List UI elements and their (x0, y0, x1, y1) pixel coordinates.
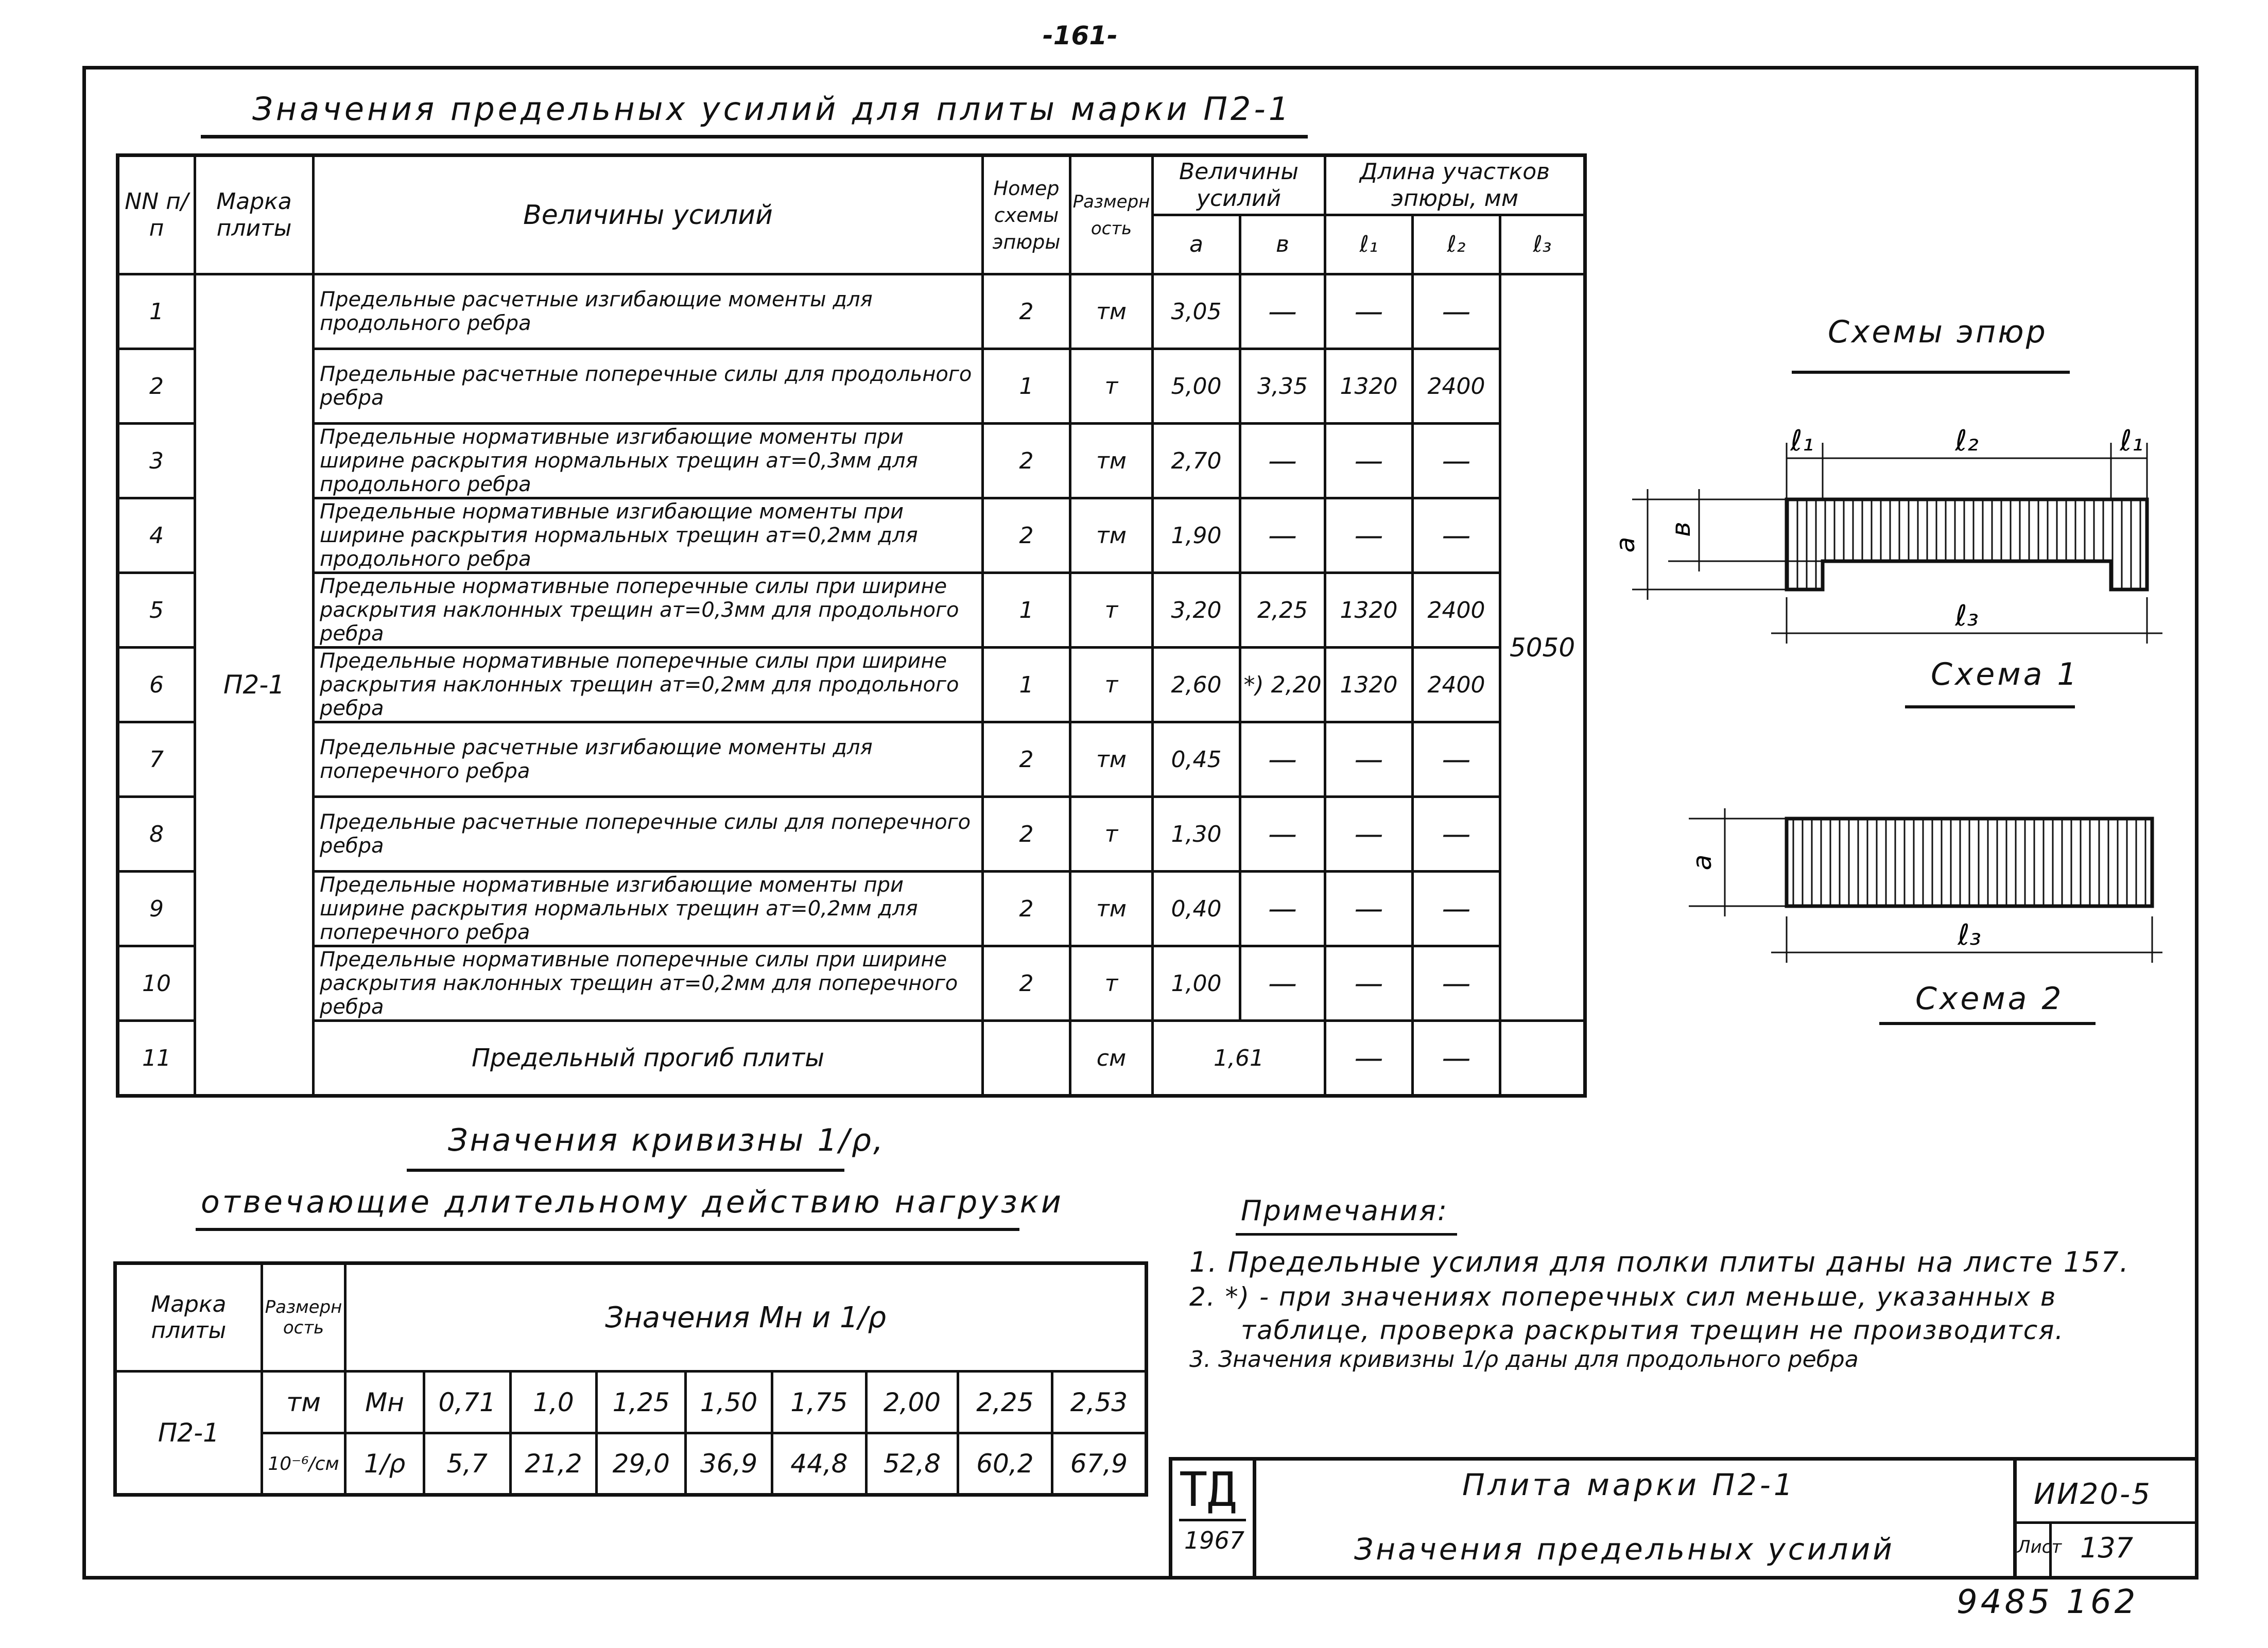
row-scheme (983, 1021, 1070, 1096)
row-l2: — (1413, 797, 1500, 872)
row-number: 4 (118, 498, 195, 573)
row-l1: — (1325, 424, 1413, 498)
curv-rho-value: 36,9 (686, 1433, 772, 1495)
row-a: 1,00 (1153, 946, 1240, 1021)
header-forces: Величины усилий (314, 155, 983, 274)
page-number: -161- (1043, 21, 1118, 50)
row-number: 11 (118, 1021, 195, 1096)
row-scheme: 2 (983, 797, 1070, 872)
header-unit: Размерность (1070, 155, 1153, 274)
row-a: 1,90 (1153, 498, 1240, 573)
row-name: Предельные нормативные изгибающие моменты при ширине раскрытия нормальных трещин aт=0,3мм для продольного ребра (314, 424, 983, 498)
curv-mn-value: 2,53 (1052, 1372, 1146, 1433)
row-l1: — (1325, 1021, 1413, 1096)
row-name: Предельный прогиб плиты (314, 1021, 983, 1096)
row-b: *) 2,20 (1240, 648, 1325, 722)
header-lengths: Длина участков эпюры, мм (1325, 155, 1585, 215)
row-scheme: 2 (983, 424, 1070, 498)
table-row (118, 722, 1585, 797)
row-l2: — (1413, 1021, 1500, 1096)
curv-rho-value: 29,0 (597, 1433, 686, 1495)
row-unit: тм (1070, 872, 1153, 946)
row-a: 1,30 (1153, 797, 1240, 872)
row-l3-empty (1500, 1021, 1585, 1096)
row-unit: т (1070, 946, 1153, 1021)
header-nn: NN п/п (118, 155, 195, 274)
main-title: Значения предельных усилий для плиты марки П2-1 (252, 90, 1292, 128)
header-a: a (1153, 215, 1240, 274)
row-name: Предельные расчетные изгибающие моменты для поперечного ребра (314, 722, 983, 797)
scheme-1-b: в (1666, 522, 1696, 537)
row-name: Предельные нормативные поперечные силы при ширине раскрытия наклонных трещин aт=0,2мм для продольного ребра (314, 648, 983, 722)
row-unit: тм (1070, 424, 1153, 498)
table-row (118, 797, 1585, 872)
row-name: Предельные нормативные изгибающие моменты при ширине раскрытия нормальных трещин aт=0,2мм для продольного ребра (314, 498, 983, 573)
stamp-year: 1967 (1184, 1526, 1245, 1554)
row-number: 7 (118, 722, 195, 797)
row-number: 2 (118, 349, 195, 424)
row-number: 3 (118, 424, 195, 498)
row-name: Предельные нормативные поперечные силы при ширине раскрытия наклонных трещин aт=0,3мм для продольного ребра (314, 573, 983, 648)
row-a: 0,40 (1153, 872, 1240, 946)
row-scheme: 2 (983, 872, 1070, 946)
curv-rho-value: 21,2 (510, 1433, 597, 1495)
header-values: Величины усилий (1153, 155, 1325, 215)
row-deflection: 1,61 (1153, 1021, 1325, 1096)
row-unit: см (1070, 1021, 1153, 1096)
row-number: 9 (118, 872, 195, 946)
stamp-title-1: Плита марки П2-1 (1462, 1467, 1796, 1502)
row-b: — (1240, 424, 1325, 498)
curv-unit-mn: тм (262, 1372, 345, 1433)
header-scheme: Номер схемы эпюры (983, 155, 1070, 274)
row-unit: т (1070, 648, 1153, 722)
curv-rho-value: 60,2 (958, 1433, 1052, 1495)
row-l1: 1320 (1325, 573, 1413, 648)
scheme-2-shape (1787, 819, 2152, 906)
row-scheme: 2 (983, 498, 1070, 573)
curv-mn-value: 1,25 (597, 1372, 686, 1433)
row-scheme: 1 (983, 349, 1070, 424)
scheme-1-l1-right: ℓ₁ (2120, 424, 2143, 458)
row-b: — (1240, 797, 1325, 872)
row-unit: т (1070, 573, 1153, 648)
bottom-number: 9485 162 (1957, 1583, 2139, 1621)
row-a: 0,45 (1153, 722, 1240, 797)
scheme-1-shape (1787, 499, 2147, 589)
row-b: — (1240, 498, 1325, 573)
scheme-1-diagram (1611, 412, 2162, 669)
table-row (118, 648, 1585, 722)
row-scheme: 1 (983, 573, 1070, 648)
curv-rho-value: 5,7 (424, 1433, 510, 1495)
row-number: 10 (118, 946, 195, 1021)
curv-header-unit: Размерность (262, 1263, 345, 1372)
scheme-2-diagram (1668, 798, 2162, 968)
row-unit: тм (1070, 722, 1153, 797)
row-number: 5 (118, 573, 195, 648)
curv-header-mark: Марка плиты (115, 1263, 262, 1372)
scheme-1-l3: ℓ₃ (1955, 599, 1979, 633)
plate-mark-cell: П2-1 (195, 274, 314, 1096)
row-number: 6 (118, 648, 195, 722)
row-a: 5,00 (1153, 349, 1240, 424)
curv-mn-value: 1,50 (686, 1372, 772, 1433)
row-b: 2,25 (1240, 573, 1325, 648)
curv-rho-value: 67,9 (1052, 1433, 1146, 1495)
row-l1: — (1325, 797, 1413, 872)
row-a: 3,20 (1153, 573, 1240, 648)
row-l2: — (1413, 424, 1500, 498)
row-unit: тм (1070, 498, 1153, 573)
curvature-title-1: Значения кривизны 1/ρ, (448, 1122, 886, 1158)
curv-plate-mark: П2-1 (115, 1372, 262, 1495)
row-b: — (1240, 872, 1325, 946)
schemes-title: Схемы эпюр (1828, 314, 2048, 350)
row-scheme: 2 (983, 274, 1070, 349)
stamp-code: ИИ20-5 (2034, 1478, 2152, 1511)
stamp-sheet-label: Лист (2017, 1537, 2062, 1557)
scheme-1-l2: ℓ₂ (1955, 424, 1979, 458)
row-l2: — (1413, 722, 1500, 797)
row-l2: — (1413, 498, 1500, 573)
table-row (118, 349, 1585, 424)
scheme-2-l3: ℓ₃ (1958, 918, 1981, 952)
table-row (118, 946, 1585, 1021)
table-row (118, 424, 1585, 498)
row-number: 8 (118, 797, 195, 872)
row-scheme: 2 (983, 946, 1070, 1021)
curv-rho-value: 52,8 (866, 1433, 958, 1495)
curv-label-mn: Мн (345, 1372, 424, 1433)
row-l2: — (1413, 274, 1500, 349)
curv-mn-value: 0,71 (424, 1372, 510, 1433)
row-l1: — (1325, 274, 1413, 349)
row-number: 1 (118, 274, 195, 349)
curv-mn-value: 2,25 (958, 1372, 1052, 1433)
row-l1: — (1325, 872, 1413, 946)
row-b: — (1240, 722, 1325, 797)
curvature-title-2: отвечающие длительному действию нагрузки (201, 1184, 1064, 1220)
row-scheme: 1 (983, 648, 1070, 722)
scheme-1-a: a (1611, 536, 1640, 553)
row-l2: 2400 (1413, 349, 1500, 424)
scheme-2-a: a (1687, 854, 1717, 871)
curv-rho-value: 44,8 (772, 1433, 866, 1495)
curv-mn-value: 1,75 (772, 1372, 866, 1433)
table-row (118, 498, 1585, 573)
header-mark: Марка плиты (195, 155, 314, 274)
row-name: Предельные нормативные изгибающие моменты при ширине раскрытия нормальных трещин aт=0,2мм для поперечного ребра (314, 872, 983, 946)
note-2: 2. *) - при значениях поперечных сил меньше, указанных в (1189, 1282, 2057, 1312)
note-2-cont: таблице, проверка раскрытия трещин не производится. (1241, 1315, 2065, 1345)
row-a: 3,05 (1153, 274, 1240, 349)
header-l1: ℓ₁ (1325, 215, 1413, 274)
scheme-1-label: Схема 1 (1931, 656, 2080, 692)
scheme-1-l1-left: ℓ₁ (1790, 424, 1814, 458)
row-name: Предельные расчетные поперечные силы для поперечного ребра (314, 797, 983, 872)
row-b: — (1240, 274, 1325, 349)
row-name: Предельные расчетные поперечные силы для продольного ребра (314, 349, 983, 424)
header-b: в (1240, 215, 1325, 274)
curv-mn-value: 1,0 (510, 1372, 597, 1433)
row-unit: т (1070, 349, 1153, 424)
curv-mn-value: 2,00 (866, 1372, 958, 1433)
row-a: 2,70 (1153, 424, 1240, 498)
note-3: 3. Значения кривизны 1/ρ даны для продольного ребра (1189, 1346, 1859, 1373)
row-b: — (1240, 946, 1325, 1021)
curv-label-rho: 1/ρ (345, 1433, 424, 1495)
row-l2: 2400 (1413, 648, 1500, 722)
notes-title: Примечания: (1241, 1194, 1449, 1227)
table-row (118, 1021, 1585, 1096)
forces-table (116, 153, 1587, 1098)
table-row (118, 274, 1585, 349)
row-l1: — (1325, 498, 1413, 573)
stamp-logo: ТД (1179, 1462, 1236, 1517)
row-a: 2,60 (1153, 648, 1240, 722)
row-b: 3,35 (1240, 349, 1325, 424)
row-l1: — (1325, 722, 1413, 797)
header-l3: ℓ₃ (1500, 215, 1585, 274)
curv-unit-rho: 10⁻⁶/см (262, 1433, 345, 1495)
row-l1: 1320 (1325, 648, 1413, 722)
row-name: Предельные расчетные изгибающие моменты для продольного ребра (314, 274, 983, 349)
table-row (118, 573, 1585, 648)
row-unit: т (1070, 797, 1153, 872)
row-unit: тм (1070, 274, 1153, 349)
row-l2: — (1413, 946, 1500, 1021)
row-l1: — (1325, 946, 1413, 1021)
l3-value-cell: 5050 (1500, 274, 1585, 1021)
row-l1: 1320 (1325, 349, 1413, 424)
table-row (118, 872, 1585, 946)
stamp-title-2: Значения предельных усилий (1354, 1532, 1895, 1567)
note-1: 1. Предельные усилия для полки плиты даны на листе 157. (1189, 1246, 2130, 1278)
curv-header-values: Значения Мн и 1/ρ (345, 1263, 1147, 1372)
header-l2: ℓ₂ (1413, 215, 1500, 274)
row-l2: 2400 (1413, 573, 1500, 648)
row-l2: — (1413, 872, 1500, 946)
row-name: Предельные нормативные поперечные силы при ширине раскрытия наклонных трещин aт=0,2мм для поперечного ребра (314, 946, 983, 1021)
curvature-table (113, 1261, 1148, 1497)
stamp-sheet-number: 137 (2080, 1532, 2134, 1564)
scheme-2-label: Схема 2 (1915, 981, 2064, 1017)
row-scheme: 2 (983, 722, 1070, 797)
